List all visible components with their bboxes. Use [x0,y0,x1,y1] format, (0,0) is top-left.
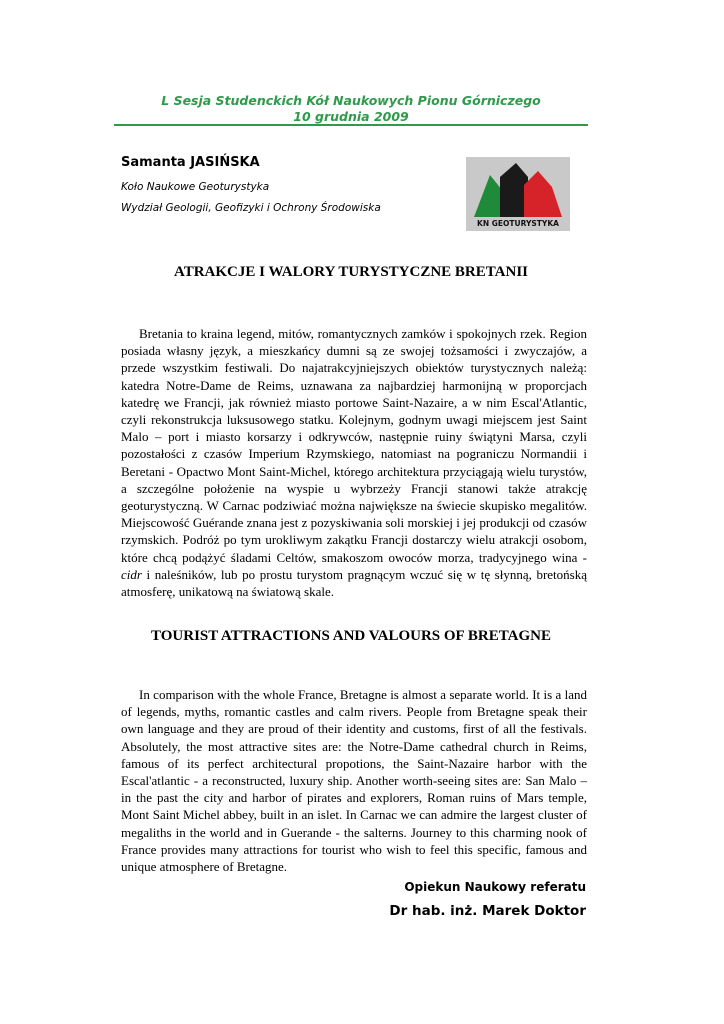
supervisor-label: Opiekun Naukowy referatu [404,880,586,894]
author-affiliation-faculty: Wydział Geologii, Geofizyki i Ochrony Środowiska [121,202,381,214]
logo-text: KN GEOTURYSTYKA [477,219,559,228]
conference-title: L Sesja Studenckich Kół Naukowych Pionu Górniczego [161,93,541,108]
author-affiliation-club: Koło Naukowe Geoturystyka [121,181,270,193]
title-polish: ATRAKCJE I WALORY TURYSTYCZNE BRETANII [173,264,529,280]
header-divider [114,124,588,126]
abstract-polish-part2: i naleśników, lub po prostu turystom pragnącym wczuć się w tę słynną, bretońską atmosferę, unikatową na światową skale. [121,566,587,600]
supervisor-name: Dr hab. inż. Marek Doktor [389,903,586,919]
abstract-polish-part1: Bretania to kraina legend, mitów, romantycznych zamków i spokojnych rzek. Region posiada własny język, a mieszkańcy dumni są ze swojej tożsamości i zwyczajów, a przede wszystkim festiwali. Do najatrakcyjniejszych obiektów turystycznych należą: katedra Notre-Dame de Reims, uznawana za najbardziej harmonijną w proporcjach katedrę we Francji, jak również miasto portowe Saint-Nazaire, a w nim Escal'Atlantic, czyli rekonstrukcja luksusowego statku. Kolejnym, godnym uwagi miejscem jest Saint Malo – port i miasto korsarzy i odkrywców, następnie ruiny świątyni Marsa, czyli pozostałości z czasów Imperium Rzymskiego, natomiast na pograniczu Normandii i Beretani - Opactwo Mont Saint-Michel, którego architektura przyciągają wielu turystów, a szczególne położenie na wyspie u wybrzeży Francji stanowi także atrakcję geoturystyczną. W Carnac podziwiać można największe na świecie skupisko megalitów. Miejscowość Guérande znana jest z pozyskiwania soli morskiej i jej produkcji od czasów rzymskich. Podróż po tym urokliwym zakątku Francji dostarczy wielu atrakcji osobom, które chcą podążyć śladami Celtów, smakoszom owoców morza, tradycyjnego wina - [121,326,587,565]
abstract-polish [121,325,587,600]
conference-date: 10 grudnia 2009 [293,109,409,124]
mountains-logo-icon [466,157,570,231]
author-name: Samanta JASIŃSKA [121,155,260,170]
abstract-polish-cidr: cidr [121,566,142,582]
title-english: TOURIST ATTRACTIONS AND VALOURS OF BRETAGNE [151,628,551,644]
abstract-english: In comparison with the whole France, Bretagne is almost a separate world. It is a land of legends, myths, romantic castles and calm rivers. People from Bretagne speak their own language and they are proud of their identity and customs, first of all the festivals. Absolutely, the most attractive sites are: the Notre-Dame cathedral church in Reims, famous of its perfect architectural propotions, the Saint-Nazaire harbor with the Escal'atlantic - a reconstructed, luxury ship. Another worth-seeing sites are: San Malo – in the past the city and harbor of pirates and explorers, Roman ruins of Mars temple, Mont Saint Michel abbey, built in an islet. In Carnac we can admire the largest cluster of megaliths in the world and in Guerande - the salterns. Journey to this charming nook of France provides many attractions for tourist who wish to feel this specific, famous and unique atmosphere of Bretagne. [121,687,587,875]
conference-header [114,93,588,125]
kn-geoturystyka-logo [466,157,570,231]
